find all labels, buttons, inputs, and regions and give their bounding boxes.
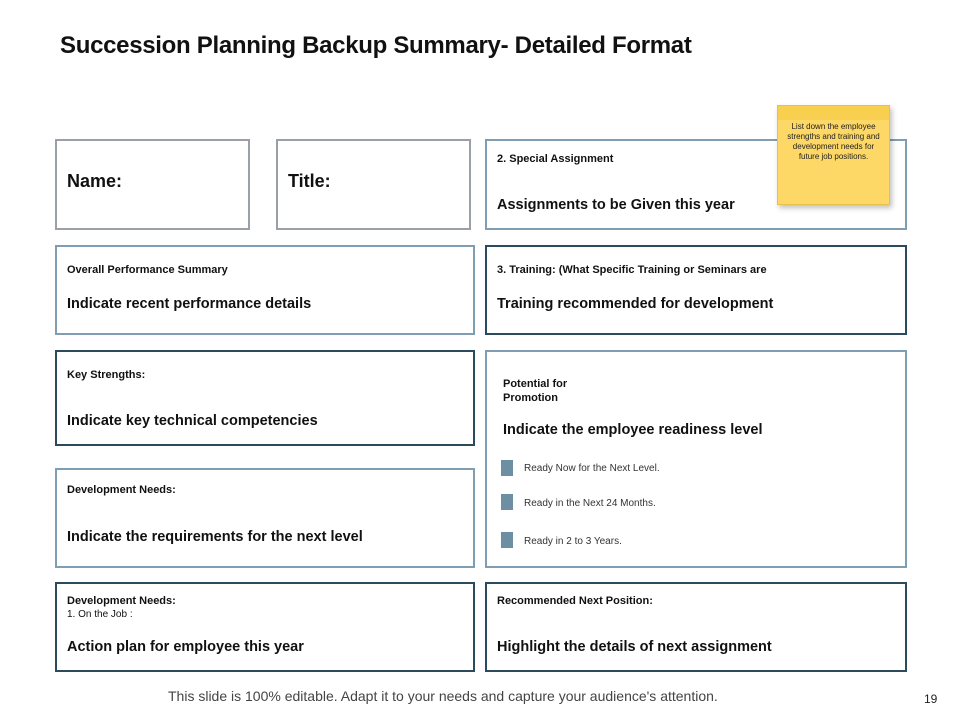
special-assignment-text: Assignments to be Given this year bbox=[497, 197, 735, 213]
training-label: 3. Training: (What Specific Training or Seminars are bbox=[497, 264, 767, 276]
strengths-text: Indicate key technical competencies bbox=[67, 413, 318, 429]
page-number: 19 bbox=[924, 692, 938, 706]
title-box[interactable] bbox=[276, 139, 471, 230]
name-box[interactable] bbox=[55, 139, 250, 230]
readiness-bar-2 bbox=[501, 494, 513, 510]
performance-label: Overall Performance Summary bbox=[67, 264, 228, 276]
slide-title: Succession Planning Backup Summary- Detailed Format bbox=[60, 32, 692, 59]
sticky-note-text: List down the employee strengths and training and development needs for future job positions. bbox=[787, 122, 880, 161]
dev-needs-job-text: Action plan for employee this year bbox=[67, 639, 304, 655]
readiness-level-3: Ready in 2 to 3 Years. bbox=[524, 536, 622, 547]
strengths-label: Key Strengths: bbox=[67, 369, 146, 381]
title-label: Title: bbox=[288, 171, 331, 191]
dev-needs-label: Development Needs: bbox=[67, 484, 176, 496]
special-assignment-label: 2. Special Assignment bbox=[497, 153, 614, 165]
promotion-label-line2: Promotion bbox=[503, 392, 558, 404]
promotion-box[interactable] bbox=[485, 350, 907, 568]
name-label: Name: bbox=[67, 171, 123, 191]
readiness-level-1: Ready Now for the Next Level. bbox=[524, 463, 660, 474]
sticky-note bbox=[777, 105, 890, 205]
readiness-bar-3 bbox=[501, 532, 513, 548]
strengths-box[interactable] bbox=[55, 350, 475, 446]
readiness-level-2: Ready in the Next 24 Months. bbox=[524, 498, 656, 509]
dev-needs-job-box[interactable] bbox=[55, 582, 475, 672]
next-position-box[interactable] bbox=[485, 582, 907, 672]
dev-needs-job-sub: 1. On the Job : bbox=[67, 609, 133, 620]
next-position-label: Recommended Next Position: bbox=[497, 595, 653, 607]
promotion-text: Indicate the employee readiness level bbox=[503, 422, 763, 438]
slide-footer: This slide is 100% editable. Adapt it to your needs and capture your audience's attention. bbox=[168, 688, 718, 704]
training-text: Training recommended for development bbox=[497, 296, 774, 312]
dev-needs-job-label: Development Needs: bbox=[67, 595, 176, 607]
promotion-label-line1: Potential for bbox=[503, 378, 568, 390]
training-box[interactable] bbox=[485, 245, 907, 335]
dev-needs-box[interactable] bbox=[55, 468, 475, 568]
performance-text: Indicate recent performance details bbox=[67, 296, 312, 312]
next-position-text: Highlight the details of next assignment bbox=[497, 639, 772, 655]
readiness-bar-1 bbox=[501, 460, 513, 476]
performance-box[interactable] bbox=[55, 245, 475, 335]
sticky-note-header bbox=[778, 106, 889, 120]
dev-needs-text: Indicate the requirements for the next level bbox=[67, 529, 363, 545]
